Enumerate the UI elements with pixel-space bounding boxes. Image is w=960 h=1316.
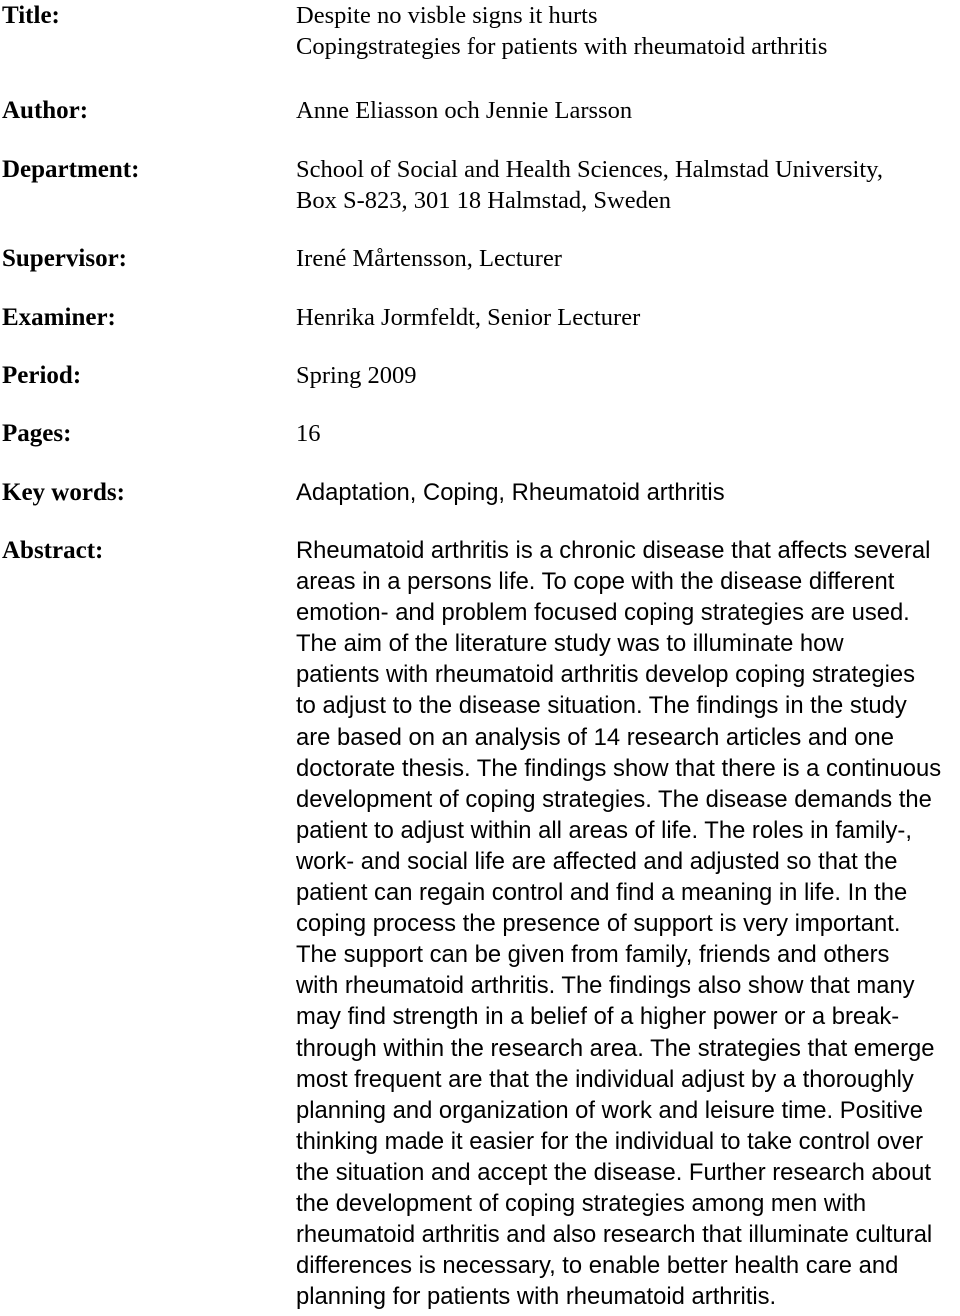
period-label: Period:	[2, 362, 82, 389]
supervisor-value: Irené Mårtensson, Lecturer	[296, 245, 562, 272]
author-value: Anne Eliasson och Jennie Larsson	[296, 97, 633, 124]
abstract-line: differences is necessary, to enable better health care and	[296, 1252, 899, 1280]
period-value: Spring 2009	[296, 362, 417, 389]
supervisor-label: Supervisor:	[2, 245, 127, 272]
abstract-line: patient can regain control and find a meaning in life. In the	[296, 879, 908, 907]
department-label: Department:	[2, 156, 140, 183]
abstract-line: are based on an analysis of 14 research articles and one	[296, 723, 894, 751]
abstract-line: patient to adjust within all areas of life. The roles in family-,	[296, 816, 912, 844]
title-line-2: Copingstrategies for patients with rheumatoid arthritis	[296, 33, 828, 60]
examiner-value: Henrika Jormfeldt, Senior Lecturer	[296, 304, 641, 331]
author-label: Author:	[2, 97, 89, 124]
abstract-line: to adjust to the disease situation. The findings in the study	[296, 692, 907, 720]
abstract-line: through within the research area. The strategies that emerge	[296, 1034, 935, 1062]
abstract-line: may find strength in a belief of a higher power or a break-	[296, 1003, 900, 1031]
abstract-line: the situation and accept the disease. Further research about	[296, 1158, 931, 1186]
examiner-label: Examiner:	[2, 304, 116, 331]
abstract-line: with rheumatoid arthritis. The findings also show that many	[296, 972, 915, 1000]
abstract-line: patients with rheumatoid arthritis develop coping strategies	[296, 661, 916, 689]
title-line-1: Despite no visble signs it hurts	[296, 2, 598, 29]
abstract-line: planning and organization of work and leisure time. Positive	[296, 1096, 924, 1124]
department-line-2: Box S-823, 301 18 Halmstad, Sweden	[296, 187, 671, 214]
abstract-line: the development of coping strategies among men with	[296, 1189, 867, 1217]
abstract-line: planning for patients with rheumatoid arthritis.	[296, 1283, 777, 1311]
abstract-line: coping process the presence of support is very important.	[296, 910, 901, 938]
title-label: Title:	[2, 2, 60, 29]
abstract-line: most frequent are that the individual adjust by a thoroughly	[296, 1065, 914, 1093]
abstract-label: Abstract:	[2, 537, 104, 564]
pages-label: Pages:	[2, 420, 72, 447]
keywords-label: Key words:	[2, 479, 125, 506]
abstract-line: rheumatoid arthritis and also research that illuminate cultural	[296, 1221, 933, 1249]
abstract-line: work- and social life are affected and adjusted so that the	[296, 847, 898, 875]
keywords-value: Adaptation, Coping, Rheumatoid arthritis	[296, 479, 725, 506]
abstract-text	[296, 535, 960, 1312]
abstract-line: development of coping strategies. The disease demands the	[296, 785, 932, 813]
abstract-line: emotion- and problem focused coping strategies are used.	[296, 599, 910, 627]
pages-value: 16	[296, 420, 321, 447]
abstract-line: thinking made it easier for the individual to take control over	[296, 1127, 923, 1155]
abstract-line: The support can be given from family, friends and others	[296, 941, 890, 969]
abstract-line: areas in a persons life. To cope with the disease different	[296, 568, 895, 596]
abstract-line: Rheumatoid arthritis is a chronic disease that affects several	[296, 537, 931, 564]
abstract-line: doctorate thesis. The findings show that there is a continuous	[296, 754, 942, 782]
department-line-1: School of Social and Health Sciences, Halmstad University,	[296, 156, 883, 183]
title-value	[296, 0, 958, 62]
abstract-line: The aim of the literature study was to illuminate how	[296, 630, 844, 658]
department-value	[296, 154, 958, 216]
